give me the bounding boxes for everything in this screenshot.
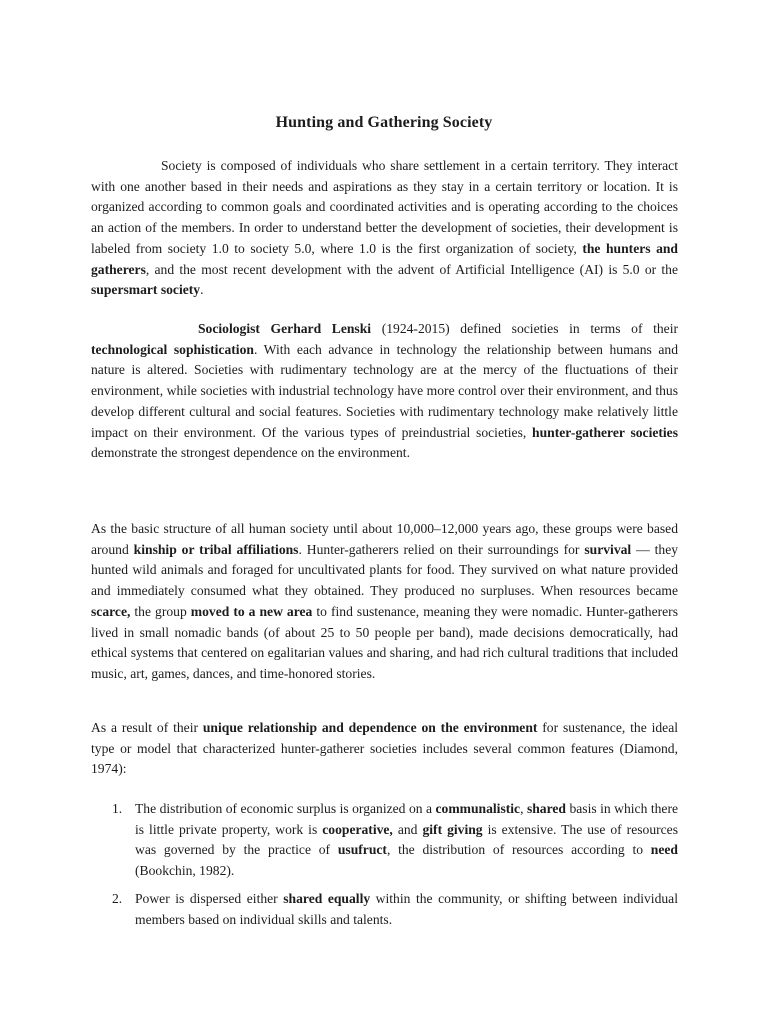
bold-term: moved to a new area [190, 603, 313, 619]
text-run: demonstrate the strongest dependence on the environment. [91, 445, 410, 461]
feature-list [91, 799, 678, 882]
text-run: — they hunted wild animals and foraged for uncultivated plants for food. They survived on what nature provided and immediately consumed what they obtained. They produced no surpluses. When resources became [91, 541, 679, 599]
text-run: Society is composed of individuals who share settlement in a certain territory. They interact with one another based in their needs and aspirations as they stay in a certain territory or location. It is organized according to common goals and coordinated activities and is operating according to the choices an action of the members. In order to understand better the development of societies, their development is labeled from society 1.0 to society 5.0, where 1.0 is the first organization of society, [91, 158, 678, 256]
document-title: Hunting and Gathering Society [275, 114, 493, 131]
paragraph-basic-structure [91, 519, 678, 685]
list-item [91, 799, 678, 882]
bold-term: scarce, [91, 603, 131, 619]
bold-term: technological sophistication [91, 341, 254, 357]
list-number: 2. [112, 891, 123, 906]
bold-term: the hunters and gatherers [91, 240, 678, 277]
bold-term: communalistic [435, 801, 521, 816]
text-run: As a result of their [91, 720, 203, 735]
text-run: . [200, 282, 204, 298]
bold-term: survival [584, 541, 632, 557]
text-run: (1924-2015) defined societies in terms of their [371, 321, 679, 336]
list-item [91, 889, 678, 930]
feature-list [91, 889, 678, 930]
text-run: is extensive. The use of resources was governed by the practice of [135, 821, 679, 858]
text-run: within the community, or shifting between individual members based on individual skills and talents. [135, 891, 678, 927]
bold-term: hunter-gatherer societies [532, 424, 679, 440]
bold-term: gift giving [422, 821, 483, 837]
text-run: and [392, 821, 423, 837]
paragraph-society-intro [91, 156, 678, 301]
text-run: The distribution of economic surplus is organized on a [135, 801, 436, 816]
bold-term: supersmart society [91, 282, 201, 298]
paragraph-common-features [91, 718, 678, 780]
bold-term: shared [526, 801, 566, 816]
bold-term: need [650, 842, 678, 858]
text-run: . With each advance in technology the relationship between humans and nature is altered. Societies with rudimentary technology are at the mercy of the fluctuations of their environment, while societies with industrial technology have more control over their environment, and thus develop different cultural and social features. Societies with rudimentary technology make relatively little impact on their environment. Of the various types of preindustrial societies, [91, 341, 679, 440]
text-run: Power is dispersed either [135, 891, 284, 906]
text-run: , and the most recent development with the advent of Artificial Intelligence (AI) is 5.0 or the [145, 261, 678, 277]
text-run: As the basic structure of all human society until about 10,000–12,000 years ago, these groups were based around [91, 521, 678, 557]
bold-term: kinship or tribal affiliations [133, 541, 299, 557]
list-number: 1. [112, 801, 123, 816]
bold-term: Sociologist Gerhard Lenski [198, 321, 372, 336]
bold-term: cooperative, [322, 821, 393, 837]
text-run: (Bookchin, 1982). [135, 863, 235, 879]
text-run: the group [130, 603, 191, 619]
text-run: for sustenance, the ideal type or model that characterized hunter-gatherer societies includes several common features (Diamond, 1974): [91, 720, 679, 777]
text-run: to find sustenance, meaning they were nomadic. Hunter-gatherers lived in small nomadic bands (of about 25 to 50 people per band), made decisions democratically, had ethical systems that centered on egalitarian values and sharing, and had rich cultural traditions that included music, art, games, dances, and time-honored stories. [91, 603, 678, 681]
text-run: . Hunter-gatherers relied on their surroundings for [298, 541, 585, 557]
bold-term: shared equally [283, 891, 371, 906]
text-run: , [520, 801, 527, 816]
text-run: basis in which there is little private property, work is [135, 801, 679, 837]
bold-term: unique relationship and dependence on the environment [202, 720, 538, 735]
text-run: , the distribution of resources according to [386, 842, 651, 858]
bold-term: usufruct [337, 842, 387, 858]
paragraph-lenski [91, 319, 678, 464]
